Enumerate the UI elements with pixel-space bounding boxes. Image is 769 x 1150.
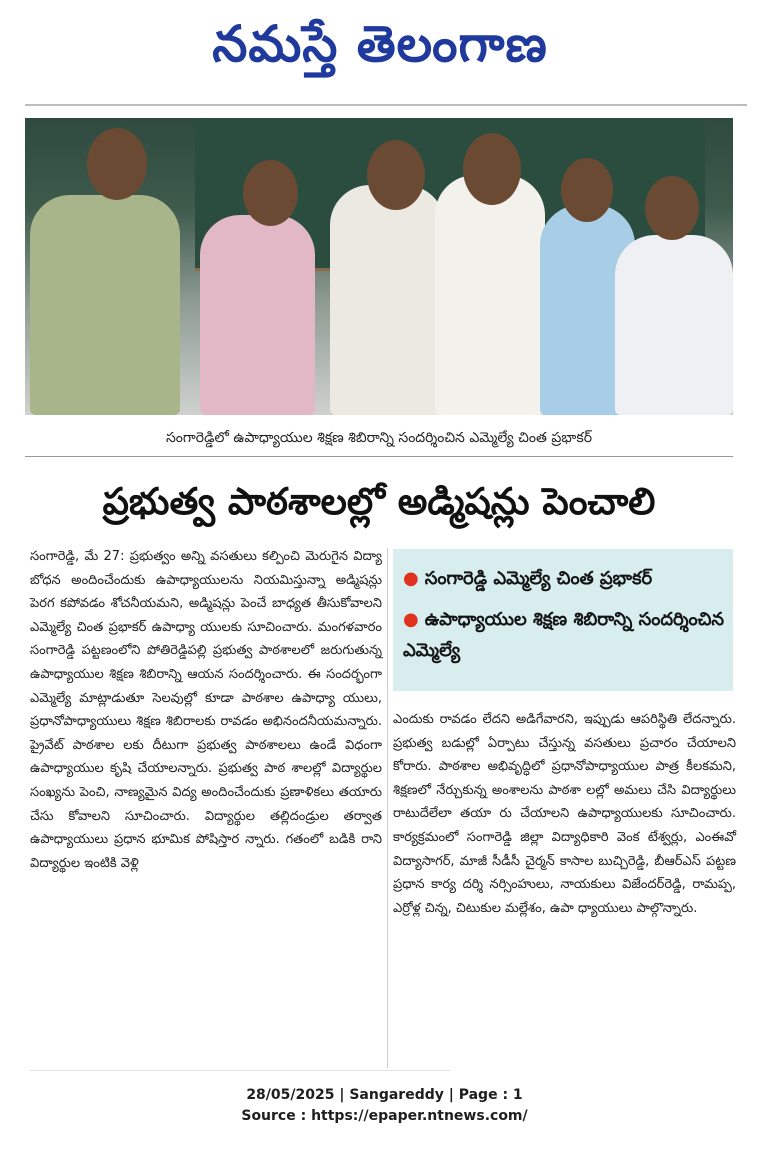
photo-person-head [463, 133, 521, 205]
photo-person [30, 195, 180, 415]
photo-person-head [645, 176, 699, 240]
photo-person-head [561, 158, 613, 222]
photo-person-head [367, 140, 425, 210]
photo-person [435, 175, 545, 415]
news-photo [25, 118, 733, 415]
photo-person [330, 185, 445, 415]
footer-divider [30, 1070, 450, 1071]
highlight-item: ● సంగారెడ్డి ఎమ్మెల్యే చింత ప్రభాకర్ [403, 568, 653, 589]
photo-person [200, 215, 315, 415]
article-column-1 [30, 545, 382, 875]
photo-caption: సంగారెడ్డిలో ఉపాధ్యాయుల శిక్షణ శిబిరాన్ని సందర్శించిన ఎమ్మెల్యే చింత ప్రభాకర్ [165, 430, 593, 446]
article-paragraph: ఎందుకు రావడం లేదని అడిగేవారని, ఇప్పుడు ఆపరిస్థితి లేదన్నారు. ప్రభుత్వ బడుల్లో ఏర్పాటు చేస్తున్న వసతులు ప్రచారం చేయాలని కోరారు. పాఠశాల అభివృద్ధిలో ప్రధానోపాధ్యాయుల పాత్ర కీలకమని, శిక్షణలో నేర్చుకున్న అంశాలను పాఠశా లల్లో అమలు చేసి విద్యార్థులు రాటుదేలేలా తయా రు చేయాలని ఉపాధ్యాయులకు సూచించారు. కార్యక్రమంలో సంగారెడ్డి జిల్లా విద్యాధికారి వెంక టేశ్వర్లు, ఎంఈవో విద్యాసాగర్, మాజీ సీడీసీ చైర్మన్ కాసాల బుచ్చిరెడ్డి, బీఆర్ఎస్ పట్టణ ప్రధాన కార్య దర్శి నర్సింహులు, నాయకులు విజేందర్‌రెడ్డి, రామప్ప, ఎర్రోళ్ల చిన్న, చిటుకుల మల్లేశం, ఉపా ధ్యాయులు పాల్గొన్నారు. [393, 712, 736, 916]
photo-person-head [87, 128, 147, 200]
column-divider [387, 548, 388, 1068]
masthead [0, 0, 769, 95]
article-paragraph: సంగారెడ్డి, మే 27: ప్రభుత్వం అన్ని వసతులు కల్పించి మెరుగైన విద్యా బోధన అందించేందుకు ఉపాధ్యాయులను నియమిస్తున్నా అడ్మిషన్లు పెరగ కపోవడం శోచనీయమని, అడ్మిషన్లు పెంచే బాధ్యత తీసుకోవాలని ఎమ్మెల్యే చింత ప్రభాకర్ ఉపాధ్యా యులకు సూచించారు. మంగళవారం సంగారెడ్డి పట్టణంలోని పోతిరెడ్డిపల్లి ప్రభుత్వ పాఠశాలలో జరుగుతున్న ఉపాధ్యాయుల శిక్షణ శిబిరాన్ని ఆయన సందర్శించారు. ఈ సందర్భంగా ఎమ్మెల్యే మాట్లాడుతూ సెలవుల్లో కూడా పాఠశాల ఉపాధ్యా యులు, ప్రధానోపాధ్యాయులు శిక్షణ శిబిరాలకు రావడం అభినందనీయమన్నారు. ప్రైవేట్ పాఠశాల లకు దీటుగా ప్రభుత్వ పాఠశాలలు ఉండే విధంగా ఉపాధ్యాయుల కృషి చేయాలన్నారు. ప్రభుత్వ పాఠ శాలల్లో విద్యార్థుల సంఖ్యను పెంచి, నాణ్యమైన విద్య అందించేందుకు ప్రణాళికలు తయారు చేసు కోవాలని సూచించారు. విద్యార్థుల తల్లిదండ్రుల తర్వాత ఉపాధ్యాయులు ప్రధాన భూమిక పోషిస్తార న్నారు. గతంలో బడికి రాని విద్యార్థుల ఇంటికి వెళ్లి [30, 549, 382, 871]
article-column-2 [393, 708, 736, 920]
article-headline: ప్రభుత్వ పాఠశాలల్లో అడ్మిషన్లు పెంచాలి [102, 480, 656, 523]
bullet-icon: ● [403, 568, 419, 589]
page-footer [0, 1085, 769, 1127]
highlight-box [393, 549, 733, 691]
bullet-icon: ● [403, 609, 419, 630]
highlight-item: ● ఉపాధ్యాయుల శిక్షణ శిబిరాన్ని సందర్శించిన ఎమ్మెల్యే [403, 609, 725, 661]
masthead-divider [25, 104, 747, 106]
footer-source-line: Source : https://epaper.ntnews.com/ [241, 1108, 528, 1124]
footer-date-line: 28/05/2025 | Sangareddy | Page : 1 [246, 1087, 523, 1103]
caption-divider [25, 456, 733, 457]
photo-person-head [243, 160, 298, 226]
photo-person [615, 235, 733, 415]
newspaper-title: నమస్తే తెలంగాణ [212, 15, 548, 73]
